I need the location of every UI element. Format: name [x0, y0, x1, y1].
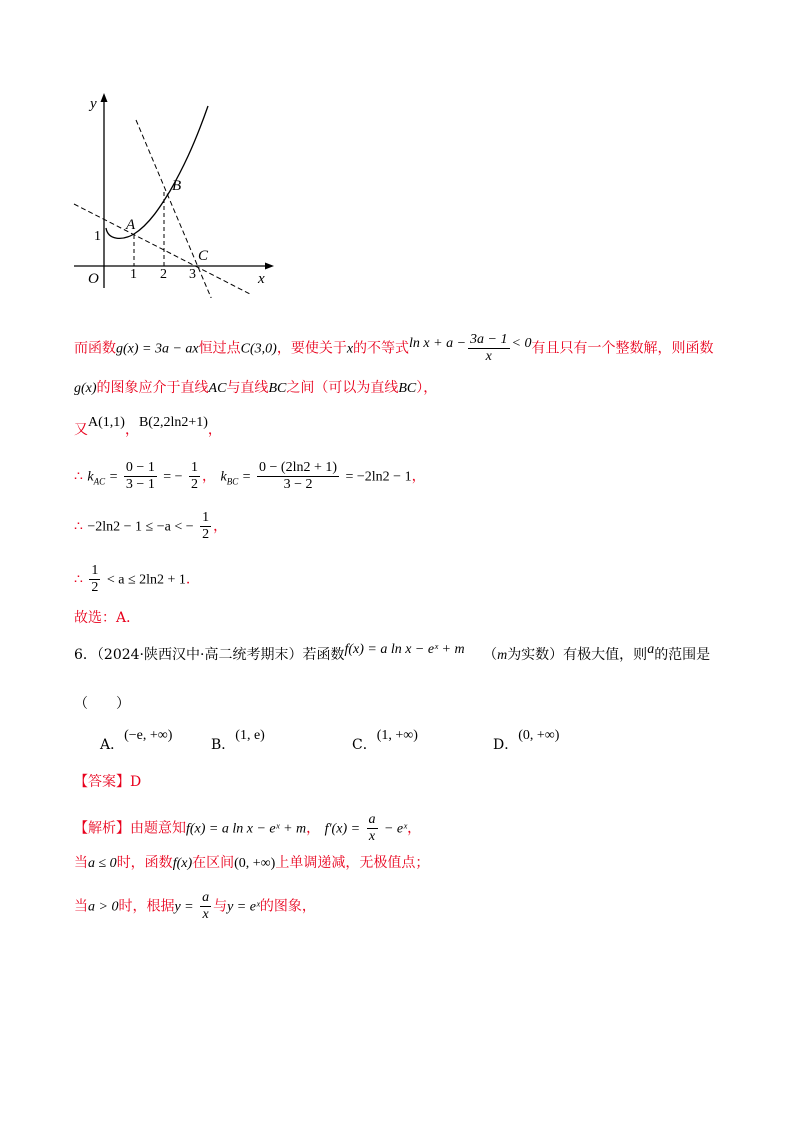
text: ，: [407, 820, 422, 837]
math-bc: BC: [268, 381, 287, 396]
x-axis-arrow: [265, 263, 274, 270]
denominator: 3 − 2: [283, 477, 313, 492]
denominator: 2: [191, 477, 199, 492]
text: 恒过点: [198, 340, 241, 357]
therefore: ∴: [74, 518, 83, 535]
analysis-line-2: [74, 853, 429, 874]
solution-line-2: [74, 378, 437, 399]
math-condition: a > 0: [88, 899, 119, 915]
point-b-label: B: [172, 178, 182, 194]
answer-value: D: [130, 774, 142, 790]
text: ），: [416, 380, 438, 396]
math-bc: BC: [398, 381, 417, 396]
text: 的范围是: [654, 647, 711, 663]
text: 而函数: [74, 340, 116, 357]
fraction: [200, 510, 211, 543]
text: ，: [213, 518, 228, 535]
tick-label-x-3: 3: [189, 267, 196, 282]
option-b[interactable]: [211, 724, 265, 753]
math-derivative: f′(x) =: [324, 821, 361, 837]
text: ，: [202, 468, 217, 485]
numerator: 1: [91, 563, 99, 578]
math-result: = −2ln2 − 1: [345, 469, 412, 485]
numerator: 1: [202, 510, 210, 525]
text: 与: [213, 898, 228, 915]
text: 的不等式: [353, 340, 410, 357]
function-graph-figure: [70, 88, 285, 298]
numerator: 0 − 1: [125, 460, 155, 475]
text: 的图象应介于直线: [96, 380, 209, 396]
text: 之间（可以为直线: [286, 380, 399, 396]
text: ，: [306, 820, 321, 837]
solution-line-3: [74, 412, 222, 438]
math-m: m: [497, 648, 508, 663]
math-g: g(x): [74, 381, 97, 396]
fraction: [468, 332, 509, 365]
tick-label-x-1: 1: [130, 267, 137, 282]
analysis-line-1: [74, 812, 421, 845]
point-c-label: C: [198, 248, 209, 264]
denominator: x: [202, 907, 209, 922]
text: （: [483, 647, 498, 663]
text: 当: [74, 855, 88, 871]
analysis-line-3: [74, 890, 316, 923]
fraction: [367, 812, 378, 845]
solution-line-5: [74, 510, 227, 543]
text: 时，根据: [118, 898, 175, 915]
equals: = −: [163, 469, 183, 485]
math-point-a: A(1,1): [88, 415, 125, 430]
option-c[interactable]: [352, 724, 418, 753]
denominator: 2: [91, 580, 99, 595]
fraction: [89, 563, 100, 596]
text: ，: [207, 422, 222, 438]
option-label: C．: [352, 737, 377, 753]
math-inequality-a: ln x + a −: [409, 335, 467, 351]
text: ，要使关于: [276, 340, 347, 357]
denominator: 3 − 1: [125, 477, 155, 492]
subscript: AC: [93, 476, 106, 487]
numerator: a: [202, 890, 210, 905]
denominator: 2: [202, 527, 210, 542]
x-axis-label: x: [258, 271, 265, 287]
math-x: x: [346, 341, 354, 357]
math-point-b: B(2,2ln2+1): [138, 415, 208, 430]
math-interval: (0, +∞): [234, 856, 276, 871]
origin-label: O: [88, 271, 99, 287]
math-y-eq: y =: [174, 899, 194, 915]
math-condition: a ≤ 0: [88, 856, 117, 871]
option-a[interactable]: [100, 724, 173, 753]
solution-line-4: [74, 460, 426, 493]
solution-line-1: [74, 332, 713, 365]
question-number: 6．: [74, 647, 97, 663]
option-value: (0, +∞): [518, 728, 560, 743]
math-function: f(x) = a ln x − eˣ + m: [186, 821, 307, 837]
question-6: [74, 642, 711, 666]
math-inequality: −2ln2 − 1 ≤ −a < −: [87, 519, 194, 535]
option-label: B．: [211, 737, 236, 753]
math-inequality-b: < 0: [511, 335, 532, 351]
denominator: x: [485, 349, 492, 364]
option-d[interactable]: [493, 724, 560, 753]
math-point-c: C(3,0): [240, 341, 277, 357]
therefore: ∴: [74, 571, 83, 588]
text: 的图象，: [259, 898, 316, 915]
text: ，: [124, 422, 139, 438]
option-value: (−e, +∞): [124, 728, 173, 743]
math-k: k: [220, 469, 227, 485]
option-value: (1, +∞): [376, 728, 418, 743]
text: 由题意知: [130, 820, 186, 837]
solution-line-6: [74, 563, 190, 596]
option-label: A．: [100, 737, 125, 753]
fraction: [257, 460, 339, 493]
math-g-def: g(x) = 3a − ax: [116, 341, 199, 357]
numerator: 1: [191, 460, 199, 475]
solution-choice: [74, 608, 140, 628]
math-a: a: [647, 642, 655, 657]
math-inequality: < a ≤ 2ln2 + 1: [106, 572, 186, 588]
therefore: ∴: [74, 468, 83, 485]
y-axis-label: y: [90, 96, 97, 112]
text: 在区间: [192, 855, 235, 871]
text: 与直线: [226, 380, 269, 396]
line-bc: [136, 120, 212, 298]
equals: =: [242, 469, 251, 485]
denominator: x: [368, 829, 376, 844]
option-label: D．: [493, 737, 519, 753]
subscript: BC: [226, 476, 239, 487]
math-f: f(x): [172, 856, 193, 871]
text: 为实数）有极大值，则: [507, 647, 648, 663]
numerator: 0 − (2ln2 + 1): [259, 460, 338, 475]
answer-tag: 【答案】: [74, 774, 130, 790]
text: .: [185, 571, 191, 588]
math-ac: AC: [208, 381, 227, 396]
tick-label-y-1: 1: [94, 229, 101, 244]
analysis-tag: 【解析】: [74, 820, 130, 837]
equals: =: [109, 469, 118, 485]
point-a-label: A: [126, 217, 136, 233]
text: 有且只有一个整数解，则函数: [531, 340, 714, 357]
y-axis-arrow: [101, 93, 108, 102]
function-curve: [106, 106, 208, 238]
fraction: [189, 460, 200, 493]
text: ，: [411, 468, 426, 485]
text: 上单调递减，无极值点；: [275, 855, 430, 871]
numerator: a: [368, 812, 376, 827]
fraction: [124, 460, 157, 493]
option-value: (1, e): [235, 728, 265, 743]
tick-label-x-2: 2: [160, 267, 167, 282]
text: 故选：A．: [74, 610, 141, 626]
text: 又: [74, 422, 88, 438]
math-exp: y = eˣ: [227, 899, 260, 915]
question-source: （2024·陕西汉中·高二统考期末）若函数: [96, 647, 345, 663]
fraction: [200, 890, 211, 923]
math-derivative-tail: − eˣ: [383, 821, 408, 837]
text: 当: [74, 898, 88, 915]
answer-line: [74, 772, 141, 792]
math-k: k: [87, 469, 94, 485]
numerator: 3a − 1: [470, 332, 508, 347]
text: 时，函数: [116, 855, 173, 871]
math-function: f(x) = a ln x − eˣ + m: [344, 642, 465, 657]
question-paren: （ ）: [74, 696, 130, 712]
